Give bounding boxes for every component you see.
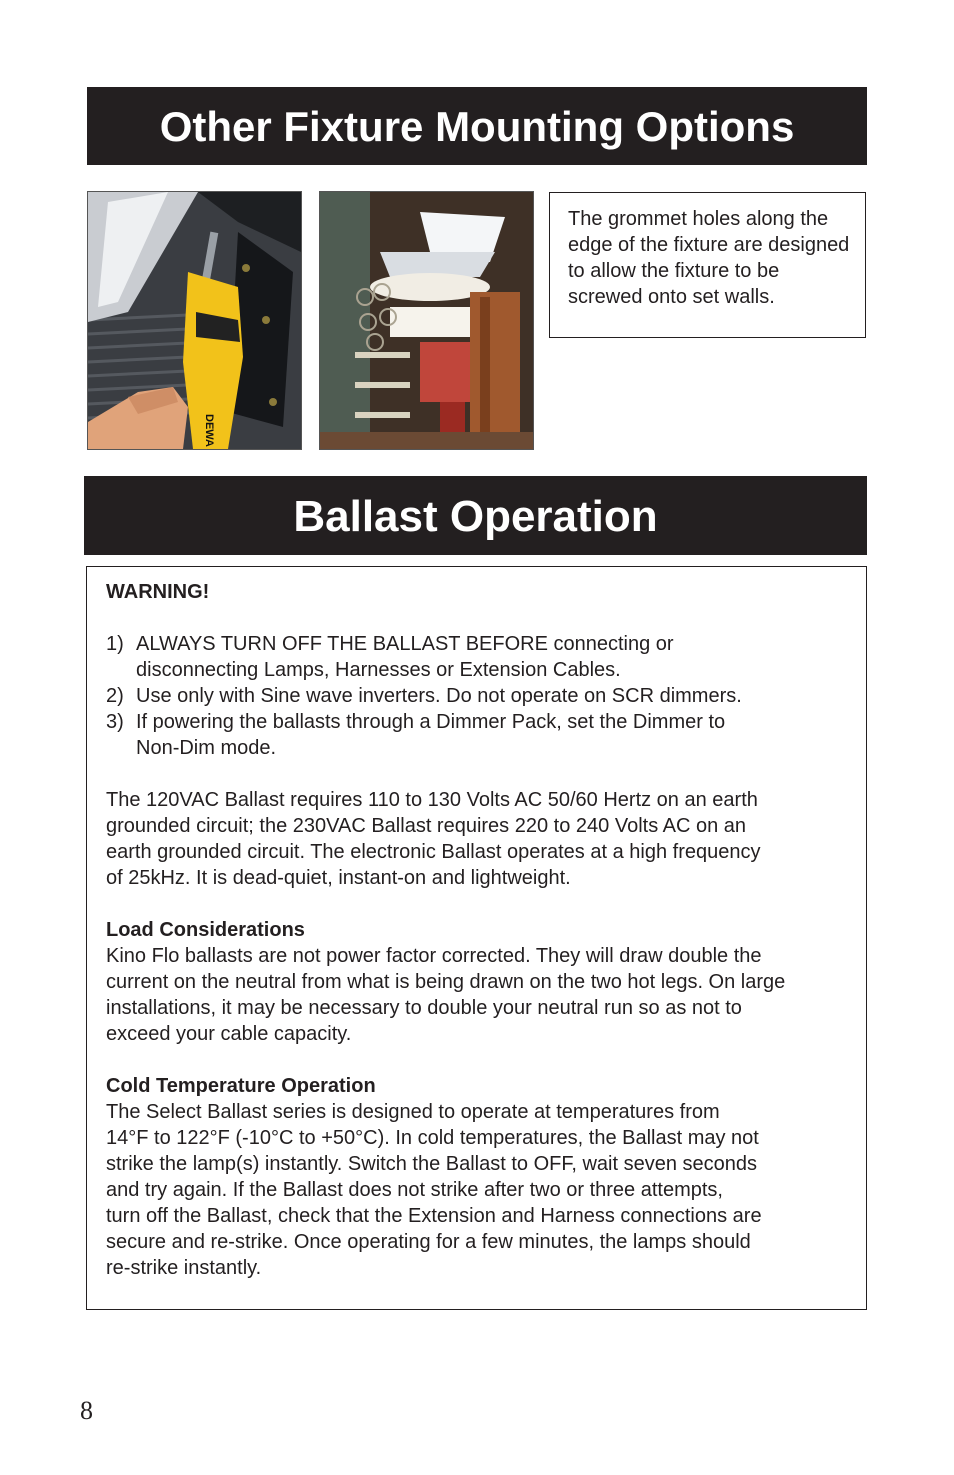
warning-item-line: Use only with Sine wave inverters. Do not operate on SCR dimmers. [136, 685, 742, 707]
cold-line: secure and re-strike. Once operating for a few minutes, the lamps should [106, 1231, 751, 1253]
cold-line: strike the lamp(s) instantly. Switch the Ballast to OFF, wait seven seconds [106, 1153, 757, 1175]
cold-line: The Select Ballast series is designed to operate at temperatures from [106, 1101, 720, 1123]
requirements-line: grounded circuit; the 230VAC Ballast requires 220 to 240 Volts AC on an [106, 815, 747, 837]
warning-item [106, 709, 854, 761]
requirements-line: earth grounded circuit. The electronic Ballast operates at a high frequency [106, 841, 761, 863]
section-title: Other Fixture Mounting Options [159, 103, 795, 150]
cold-line: 14°F to 122°F (-10°C to +50°C). In cold temperatures, the Ballast may not [106, 1127, 759, 1149]
warning-item [106, 683, 854, 709]
warning-heading: WARNING! [106, 581, 210, 603]
section-title: Ballast Operation [293, 492, 658, 541]
warning-item-number: 3) [106, 711, 124, 733]
load-line: current on the neutral from what is being drawn on the two hot legs. On large [106, 971, 786, 993]
cold-line: re-strike instantly. [106, 1257, 262, 1279]
warning-item-line: If powering the ballasts through a Dimmer Pack, set the Dimmer to [136, 711, 726, 733]
warning-item-line: Non-Dim mode. [136, 737, 277, 759]
cold-heading: Cold Temperature Operation [106, 1075, 376, 1097]
warning-item-line: disconnecting Lamps, Harnesses or Extension Cables. [136, 659, 621, 681]
load-heading: Load Considerations [106, 919, 305, 941]
requirements-line: of 25kHz. It is dead-quiet, instant-on and lightweight. [106, 867, 571, 889]
warning-box [86, 566, 867, 1310]
cold-line: turn off the Ballast, check that the Extension and Harness connections are [106, 1205, 762, 1227]
requirements-line: The 120VAC Ballast requires 110 to 130 Volts AC 50/60 Hertz on an earth [106, 789, 758, 811]
page-number: 8 [80, 1396, 93, 1425]
drill-brand-text: DEWA [203, 414, 215, 447]
load-line: exceed your cable capacity. [106, 1023, 352, 1045]
section-banner-mounting [87, 87, 867, 165]
load-line: Kino Flo ballasts are not power factor corrected. They will draw double the [106, 945, 762, 967]
warning-item-number: 1) [106, 633, 124, 655]
drill-mounting-photo [87, 191, 302, 450]
cold-line: and try again. If the Ballast does not strike after two or three attempts, [106, 1179, 723, 1201]
warning-item [106, 631, 854, 683]
warning-item-line: ALWAYS TURN OFF THE BALLAST BEFORE connecting or [136, 633, 674, 655]
load-line: installations, it may be necessary to double your neutral run so as not to [106, 997, 742, 1019]
warning-item-number: 2) [106, 685, 124, 707]
section-banner-ballast [84, 476, 867, 555]
set-wall-photo [319, 191, 534, 450]
mounting-caption: The grommet holes along the edge of the fixture are designed to allow the fixture to be screwed onto set walls. [549, 192, 866, 338]
